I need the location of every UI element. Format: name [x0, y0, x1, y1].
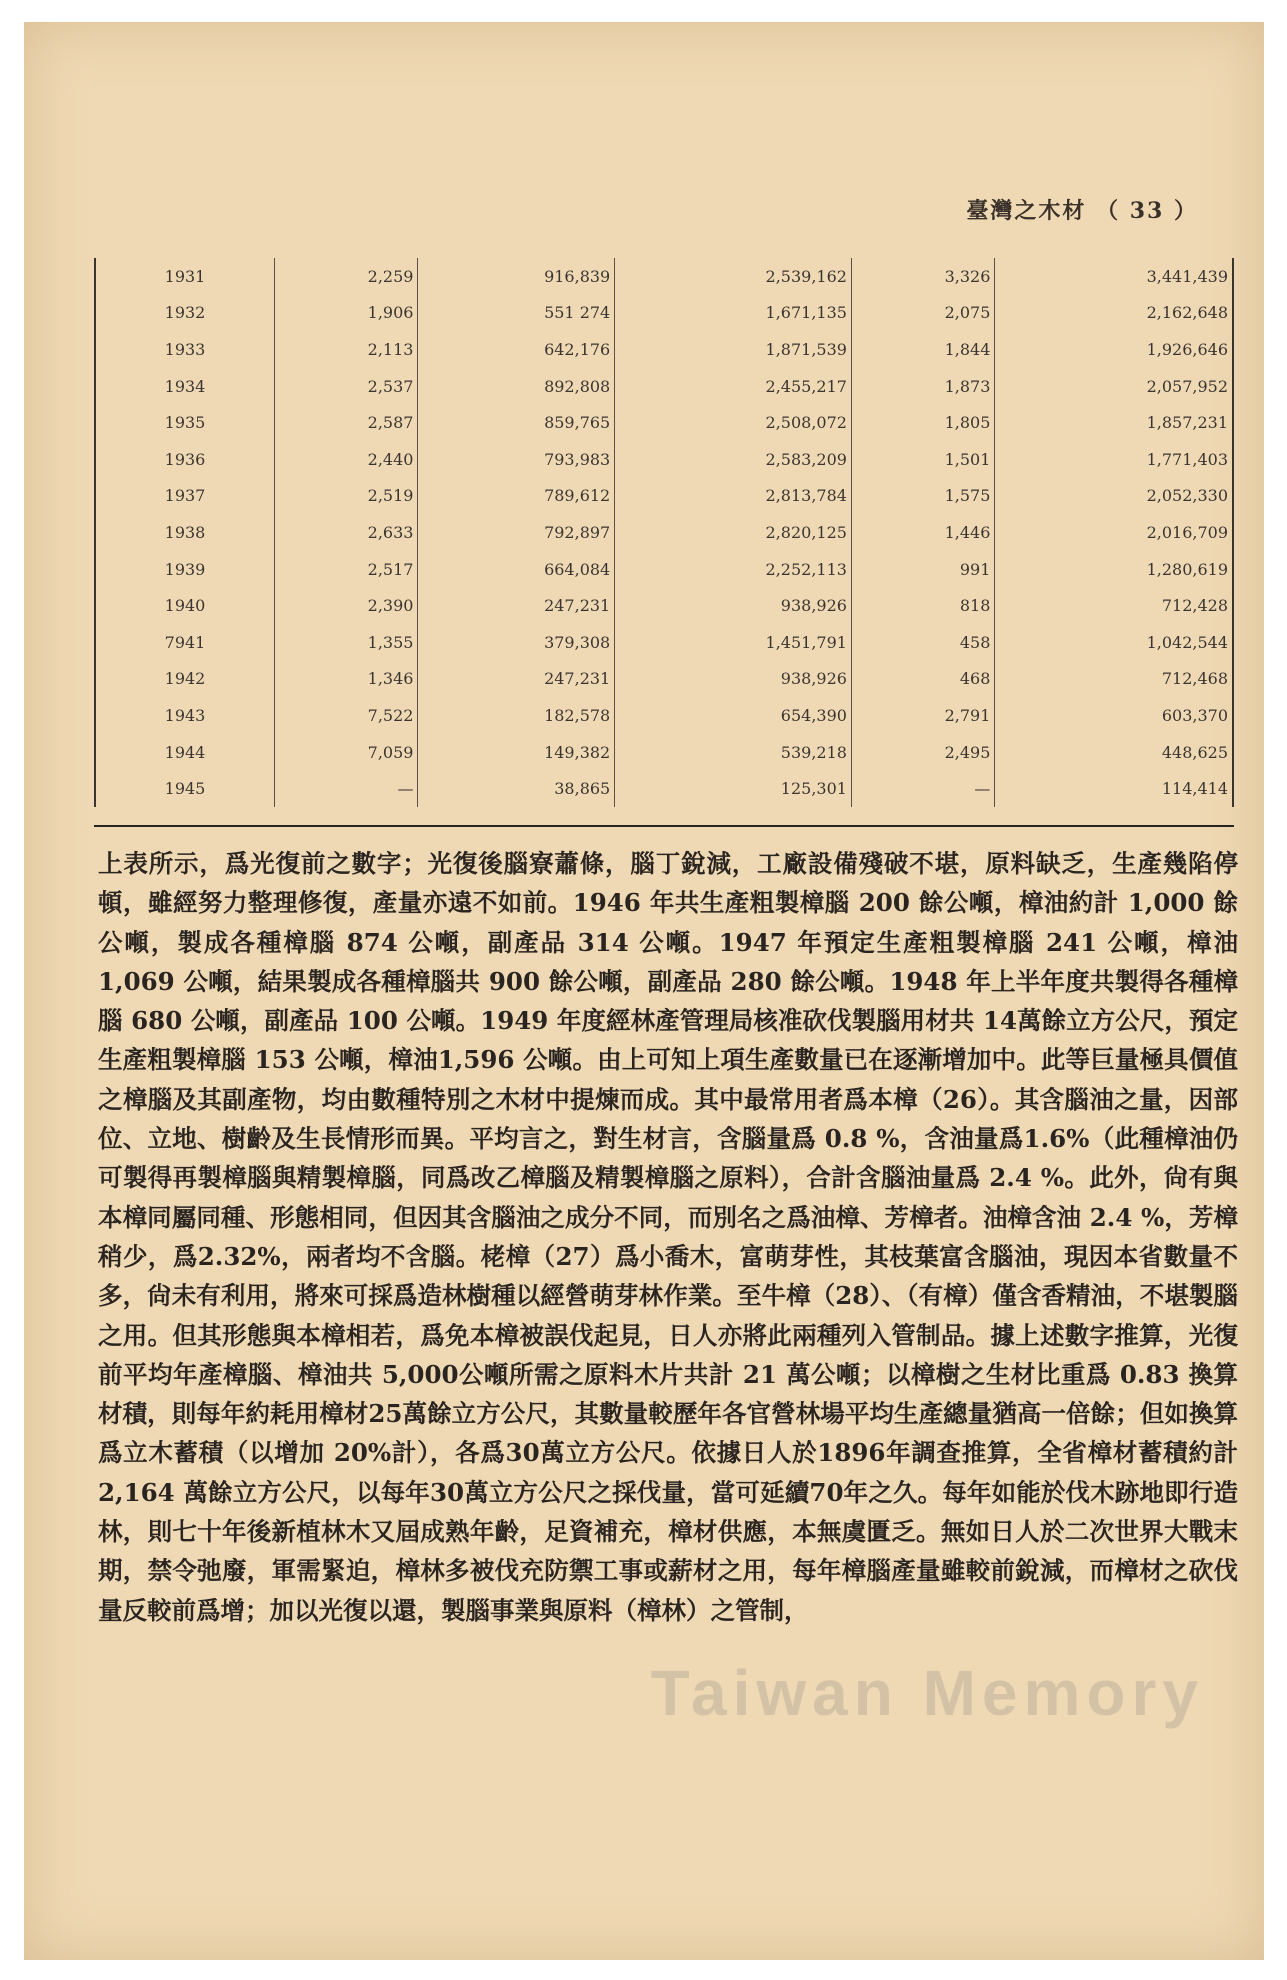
- value-cell: 2,016,709: [995, 514, 1233, 551]
- value-cell: 1,873: [851, 368, 994, 405]
- value-cell: —: [851, 770, 994, 807]
- value-cell: 1,042,544: [995, 624, 1233, 661]
- value-cell: 125,301: [615, 770, 852, 807]
- table-row: [95, 734, 1233, 771]
- body-paragraph: 上表所示，爲光復前之數字；光復後腦寮蕭條，腦丁銳減，工廠設備殘破不堪，原料缺乏，生產幾陷停頓，雖經努力整理修復，產量亦遠不如前。1946 年共生產粗製樟腦 200 餘公噸，樟油約計 1,000 餘公噸，製成各種樟腦 874 公噸，副產品 314 公噸。1947 年預定生產粗製樟腦 241 公噸，樟油 1,069 公噸，結果製成各種樟腦共 900 餘公噸，副產品 280 餘公噸。1948 年上半年度共製得各種樟腦 680 公噸，副產品 100 公噸。1949 年度經林產管理局核准砍伐製腦用材共 14萬餘立方公尺，預定生產粗製樟腦 153 公噸，樟油1,596 公噸。由上可知上項生產數量已在逐漸增加中。此等巨量極具價值之樟腦及其副產物，均由數種特別之木材中提煉而成。其中最常用者爲本樟（26）。其含腦油之量，因部位、立地、樹齡及生長情形而異。平均言之，對生材言，含腦量爲 0.8 %，含油量爲1.6%（此種樟油仍可製得再製樟腦與精製樟腦，同爲改乙樟腦及精製樟腦之原料），合計含腦油量爲 2.4 %。此外，尙有與本樟同屬同種、形態相同，但因其含腦油之成分不同，而別名之爲油樟、芳樟者。油樟含油 2.4 %，芳樟稍少，爲2.32%，兩者均不含腦。栳樟（27）爲小喬木，富萌芽性，其枝葉富含腦油，現因本省數量不多，尙未有利用，將來可採爲造林樹種以經營萌芽林作業。至牛樟（28）、（有樟）僅含香精油，不堪製腦之用。但其形態與本樟相若，爲免本樟被誤伐起見，日人亦將此兩種列入管制品。據上述數字推算，光復前平均年產樟腦、樟油共 5,000公噸所需之原料木片共計 21 萬公噸；以樟樹之生材比重爲 0.83 換算材積，則每年約耗用樟材25萬餘立方公尺，其數量較歷年各官營林場平均生產總量猶高一倍餘；但如換算爲立木蓄積（以增加 20%計），各爲30萬立方公尺。依據日人於1896年調查推算，全省樟材蓄積約計 2,164 萬餘立方公尺，以每年30萬立方公尺之採伐量，當可延續70年之久。每年如能於伐木跡地即行造林，則七十年後新植林木又屆成熟年齡，足資補充，樟材供應，本無虞匱乏。無如日人於二次世界大戰末期，禁令弛廢，軍需緊迫，樟林多被伐充防禦工事或薪材之用，每年樟腦產量雖較前銳減，而樟材之砍伐量反較前爲增；加以光復以還，製腦事業與原料（樟林）之管制，: [98, 849, 1238, 1625]
- year-cell: 1934: [95, 368, 275, 405]
- value-cell: 2,057,952: [995, 368, 1233, 405]
- value-cell: 654,390: [615, 697, 852, 734]
- value-cell: 792,897: [418, 514, 615, 551]
- value-cell: 2,455,217: [615, 368, 852, 405]
- value-cell: 1,575: [851, 478, 994, 515]
- value-cell: 7,059: [275, 734, 418, 771]
- value-cell: 3,326: [851, 258, 994, 295]
- value-cell: —: [275, 770, 418, 807]
- document-page: [24, 22, 1264, 1960]
- watermark: Taiwan Memory: [650, 1657, 1204, 1729]
- value-cell: 892,808: [418, 368, 615, 405]
- value-cell: 603,370: [995, 697, 1233, 734]
- value-cell: 38,865: [418, 770, 615, 807]
- year-cell: 1938: [95, 514, 275, 551]
- value-cell: 818: [851, 587, 994, 624]
- table-row: [95, 661, 1233, 698]
- table-row: [95, 514, 1233, 551]
- value-cell: 991: [851, 551, 994, 588]
- value-cell: 859,765: [418, 404, 615, 441]
- value-cell: 149,382: [418, 734, 615, 771]
- table-row: [95, 551, 1233, 588]
- production-table: [94, 258, 1234, 807]
- value-cell: 247,231: [418, 661, 615, 698]
- value-cell: 7,522: [275, 697, 418, 734]
- value-cell: 2,162,648: [995, 295, 1233, 332]
- value-cell: 247,231: [418, 587, 615, 624]
- value-cell: 2,390: [275, 587, 418, 624]
- year-cell: 1940: [95, 587, 275, 624]
- value-cell: 2,259: [275, 258, 418, 295]
- value-cell: 379,308: [418, 624, 615, 661]
- value-cell: 1,926,646: [995, 331, 1233, 368]
- table-bottom-rule: [94, 825, 1234, 827]
- value-cell: 2,440: [275, 441, 418, 478]
- value-cell: 551 274: [418, 295, 615, 332]
- value-cell: 2,075: [851, 295, 994, 332]
- table-row: [95, 258, 1233, 295]
- running-head: 臺灣之木材 （ 33 ）: [966, 198, 1198, 224]
- year-cell: 1937: [95, 478, 275, 515]
- table-row: [95, 478, 1233, 515]
- year-cell: 1935: [95, 404, 275, 441]
- value-cell: 114,414: [995, 770, 1233, 807]
- value-cell: 182,578: [418, 697, 615, 734]
- value-cell: 1,857,231: [995, 404, 1233, 441]
- value-cell: 2,517: [275, 551, 418, 588]
- value-cell: 468: [851, 661, 994, 698]
- value-cell: 712,468: [995, 661, 1233, 698]
- value-cell: 1,451,791: [615, 624, 852, 661]
- year-cell: 1943: [95, 697, 275, 734]
- value-cell: 2,791: [851, 697, 994, 734]
- table-row: [95, 624, 1233, 661]
- value-cell: 1,355: [275, 624, 418, 661]
- value-cell: 2,820,125: [615, 514, 852, 551]
- table-row: [95, 331, 1233, 368]
- value-cell: 2,113: [275, 331, 418, 368]
- year-cell: 1931: [95, 258, 275, 295]
- value-cell: 664,084: [418, 551, 615, 588]
- value-cell: 1,671,135: [615, 295, 852, 332]
- value-cell: 938,926: [615, 661, 852, 698]
- value-cell: 1,844: [851, 331, 994, 368]
- value-cell: 712,428: [995, 587, 1233, 624]
- value-cell: 3,441,439: [995, 258, 1233, 295]
- value-cell: 1,871,539: [615, 331, 852, 368]
- year-cell: 1945: [95, 770, 275, 807]
- year-cell: 7941: [95, 624, 275, 661]
- value-cell: 2,633: [275, 514, 418, 551]
- table-row: [95, 295, 1233, 332]
- table-row: [95, 441, 1233, 478]
- value-cell: 1,805: [851, 404, 994, 441]
- value-cell: 448,625: [995, 734, 1233, 771]
- value-cell: 2,583,209: [615, 441, 852, 478]
- value-cell: 2,587: [275, 404, 418, 441]
- value-cell: 2,052,330: [995, 478, 1233, 515]
- table-body: [95, 258, 1233, 807]
- table-row: [95, 404, 1233, 441]
- table-row: [95, 697, 1233, 734]
- year-cell: 1939: [95, 551, 275, 588]
- value-cell: 789,612: [418, 478, 615, 515]
- year-cell: 1933: [95, 331, 275, 368]
- value-cell: 458: [851, 624, 994, 661]
- value-cell: 938,926: [615, 587, 852, 624]
- value-cell: 2,539,162: [615, 258, 852, 295]
- value-cell: 2,495: [851, 734, 994, 771]
- value-cell: 793,983: [418, 441, 615, 478]
- value-cell: 1,501: [851, 441, 994, 478]
- value-cell: 1,346: [275, 661, 418, 698]
- value-cell: 916,839: [418, 258, 615, 295]
- value-cell: 1,906: [275, 295, 418, 332]
- table-row: [95, 587, 1233, 624]
- value-cell: 539,218: [615, 734, 852, 771]
- table-row: [95, 770, 1233, 807]
- year-cell: 1932: [95, 295, 275, 332]
- value-cell: 1,446: [851, 514, 994, 551]
- year-cell: 1942: [95, 661, 275, 698]
- year-cell: 1936: [95, 441, 275, 478]
- value-cell: 1,280,619: [995, 551, 1233, 588]
- table-row: [95, 368, 1233, 405]
- value-cell: 642,176: [418, 331, 615, 368]
- value-cell: 2,252,113: [615, 551, 852, 588]
- value-cell: 2,508,072: [615, 404, 852, 441]
- value-cell: 2,537: [275, 368, 418, 405]
- year-cell: 1944: [95, 734, 275, 771]
- value-cell: 2,519: [275, 478, 418, 515]
- value-cell: 1,771,403: [995, 441, 1233, 478]
- value-cell: 2,813,784: [615, 478, 852, 515]
